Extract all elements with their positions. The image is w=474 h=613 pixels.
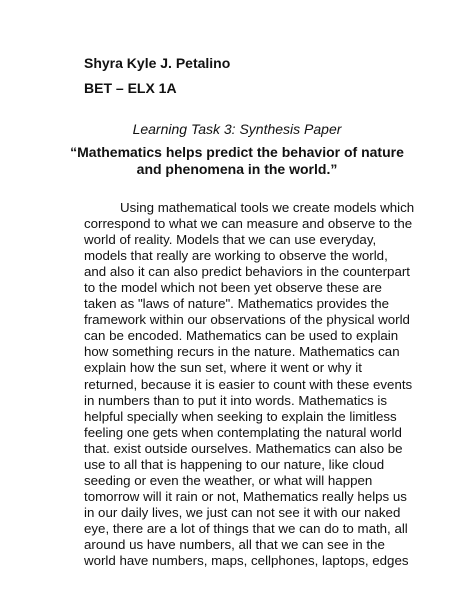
body-line: world of reality. Models that we can use everyday,: [84, 232, 377, 248]
body-line: models that really are working to observe the world,: [84, 248, 388, 264]
body-line: taken as "laws of nature". Mathematics provides the: [84, 296, 390, 312]
body-line: that. exist outside ourselves. Mathematics can also be: [84, 440, 403, 456]
body-line: tomorrow will it rain or not, Mathematics really helps us: [84, 488, 407, 504]
task-label: Learning Task 3: Synthesis Paper: [132, 121, 342, 137]
author-name: Shyra Kyle J. Petalino: [84, 55, 231, 71]
body-line: framework within our observations of the physical world: [84, 312, 410, 328]
body-line: to the model which not been yet observe these are: [84, 280, 382, 296]
title-line: “Mathematics helps predict the behavior of nature: [70, 144, 404, 160]
body-line: seeding or even the weather, or what will happen: [84, 472, 373, 488]
body-line: can be encoded. Mathematics can be used to explain: [84, 328, 399, 344]
body-line: in our daily lives, we just can not see it with our naked: [84, 504, 401, 520]
body-line: helpful specially when seeking to explain the limitless: [84, 408, 397, 424]
body-line: correspond to what we can measure and observe to the: [84, 216, 413, 232]
body-line: use to all that is happening to our nature, like cloud: [84, 456, 385, 472]
title-line: and phenomena in the world.”: [136, 161, 338, 177]
course-section: BET – ELX 1A: [84, 80, 177, 96]
body-line: world have numbers, maps, cellphones, laptops, edges: [84, 553, 409, 569]
paper-title: [60, 144, 414, 178]
body-line: in numbers than to put it into words. Mathematics is: [84, 392, 388, 408]
body-line: around us have numbers, all that we can see in the: [84, 536, 385, 552]
body-line: and also it can also predict behaviors in the counterpart: [84, 264, 410, 280]
body-line: returned, because it is easier to count with these events: [84, 376, 413, 392]
body-line: feeling one gets when contemplating the natural world: [84, 424, 402, 440]
body-line: how something recurs in the nature. Mathematics can: [84, 344, 400, 360]
body-line: explain how the sun set, where it went or why it: [84, 360, 362, 376]
body-line: eye, there are a lot of things that we can do to math, all: [84, 520, 408, 536]
body-paragraph: [84, 200, 415, 569]
body-line: Using mathematical tools we create models which: [120, 200, 415, 215]
